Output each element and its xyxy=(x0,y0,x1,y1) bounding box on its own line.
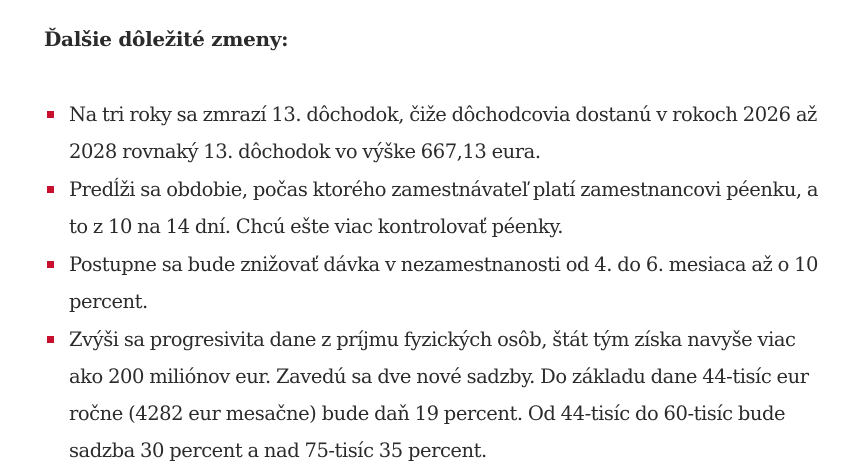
square-bullet-icon xyxy=(47,111,54,118)
changes-list xyxy=(44,96,834,470)
list-item xyxy=(44,246,834,320)
list-item-text: Zvýši sa progresivita dane z príjmu fyzických osôb, štát tým získa navyše viac ako 200 miliónov eur. Zavedú sa dve nové sadzby. Do základu dane 44-tisíc eur ročne (4282 eur mesačne) bude daň 19 percent. Od 44-tisíc do 60-tisíc bude sadzba 30 percent a nad 75-tisíc 35 percent. xyxy=(69,328,809,462)
list-item xyxy=(44,96,834,170)
list-item xyxy=(44,321,834,469)
list-item-text: Predĺži sa obdobie, počas ktorého zamestnávateľ platí zamestnancovi péenku, a to z 10 na 14 dní. Chcú ešte viac kontrolovať péenky. xyxy=(69,178,819,238)
list-item-text: Na tri roky sa zmrazí 13. dôchodok, čiže dôchodcovia dostanú v rokoch 2026 až 2028 rovnaký 13. dôchodok vo výške 667,13 eura. xyxy=(69,103,817,163)
square-bullet-icon xyxy=(47,186,54,193)
list-item-text: Postupne sa bude znižovať dávka v nezamestnanosti od 4. do 6. mesiaca až o 10 percent. xyxy=(69,253,819,313)
section-heading: Ďalšie dôležité zmeny: xyxy=(44,27,289,51)
list-item xyxy=(44,171,834,245)
square-bullet-icon xyxy=(47,336,54,343)
square-bullet-icon xyxy=(47,261,54,268)
